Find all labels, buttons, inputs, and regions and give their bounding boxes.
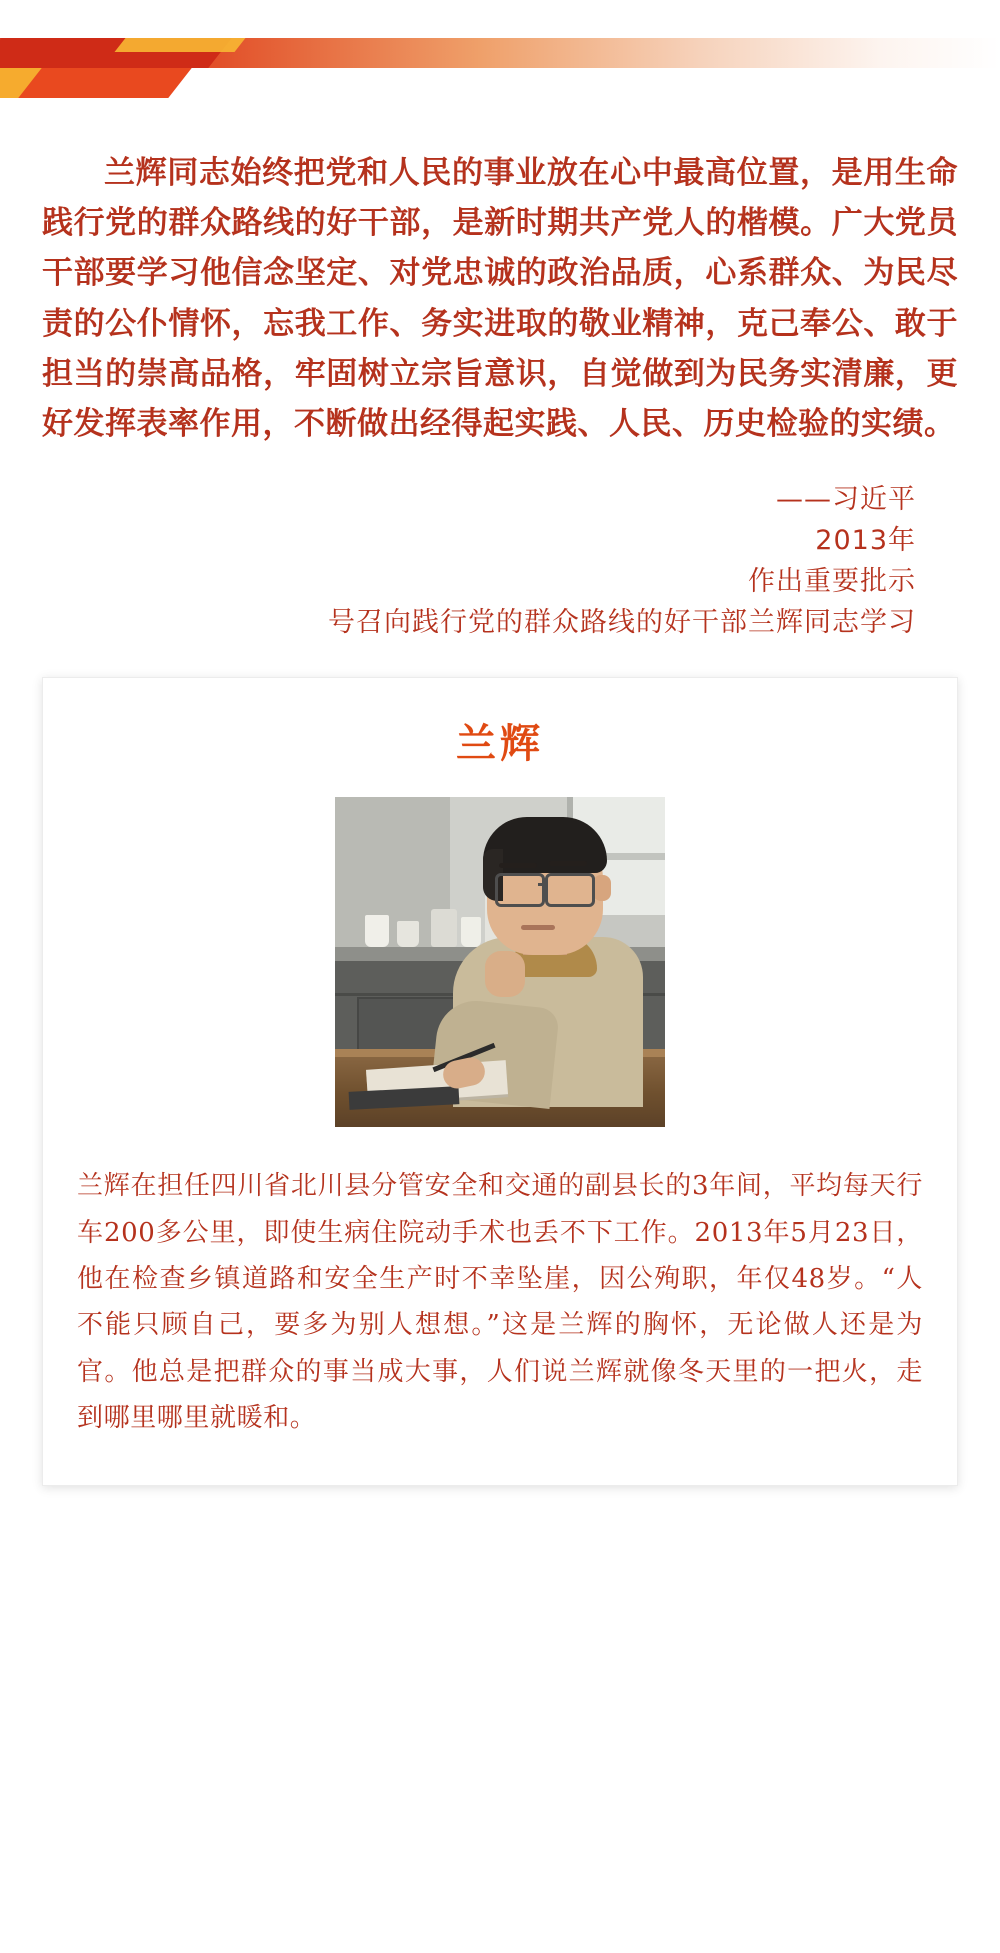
photo-person-brow-left (499, 863, 537, 868)
banner-ribbon-gold-thin-icon (115, 38, 246, 52)
photo-glasses-right-lens (545, 873, 595, 907)
person-biography-caption: 兰辉在担任四川省北川县分管安全和交通的副县长的3年间，平均每天行车200多公里，即使生病住院动手术也丢不下工作。2013年5月23日，他在检查乡镇道路和安全生产时不幸坠崖，因公殉职，年仅48岁。“人不能只顾自己，要多为别人想想。”这是兰辉的胸怀，无论做人还是为官。他总是把群众的事当成大事，人们说兰辉就像冬天里的一把火，走到哪里哪里就暖和。 (77, 1171, 923, 1433)
decorative-banner (0, 0, 1000, 120)
photo-cup-two (397, 921, 419, 947)
photo-glasses-bridge (538, 883, 546, 886)
photo-person-hand-at-chin (485, 951, 525, 997)
person-photo (335, 797, 665, 1127)
photo-person-brow-right (549, 861, 587, 866)
attribution-author: ——习近平 (776, 484, 916, 516)
person-name-title: 兰辉 (456, 721, 544, 768)
attribution-action: 作出重要批示 (748, 566, 916, 598)
profile-card (42, 677, 958, 1486)
photo-person-mouth (521, 925, 555, 930)
quote-section (0, 120, 1000, 643)
banner-ribbon-orange-icon (18, 68, 191, 98)
photo-glasses-left-lens (495, 873, 545, 907)
quote-body-text: 兰辉同志始终把党和人民的事业放在心中最高位置，是用生命践行党的群众路线的好干部，是新时期共产党人的楷模。广大党员干部要学习他信念坚定、对党忠诚的政治品质，心系群众、为民尽责的公仆情怀，忘我工作、务实进取的敬业精神，克己奉公、敢于担当的崇高品格，牢固树立宗旨意识，自觉做到为民务实清廉，更好发挥表率作用，不断做出经得起实践、人民、历史检验的实绩。 (42, 155, 958, 443)
quote-attribution (42, 479, 958, 643)
photo-cup-one (365, 915, 389, 947)
photo-cup-four (461, 917, 481, 947)
attribution-detail: 号召向践行党的群众路线的好干部兰辉同志学习 (328, 607, 916, 639)
photo-person-ear (593, 875, 611, 901)
attribution-year: 2013年 (815, 525, 916, 557)
photo-cup-three (431, 909, 457, 947)
